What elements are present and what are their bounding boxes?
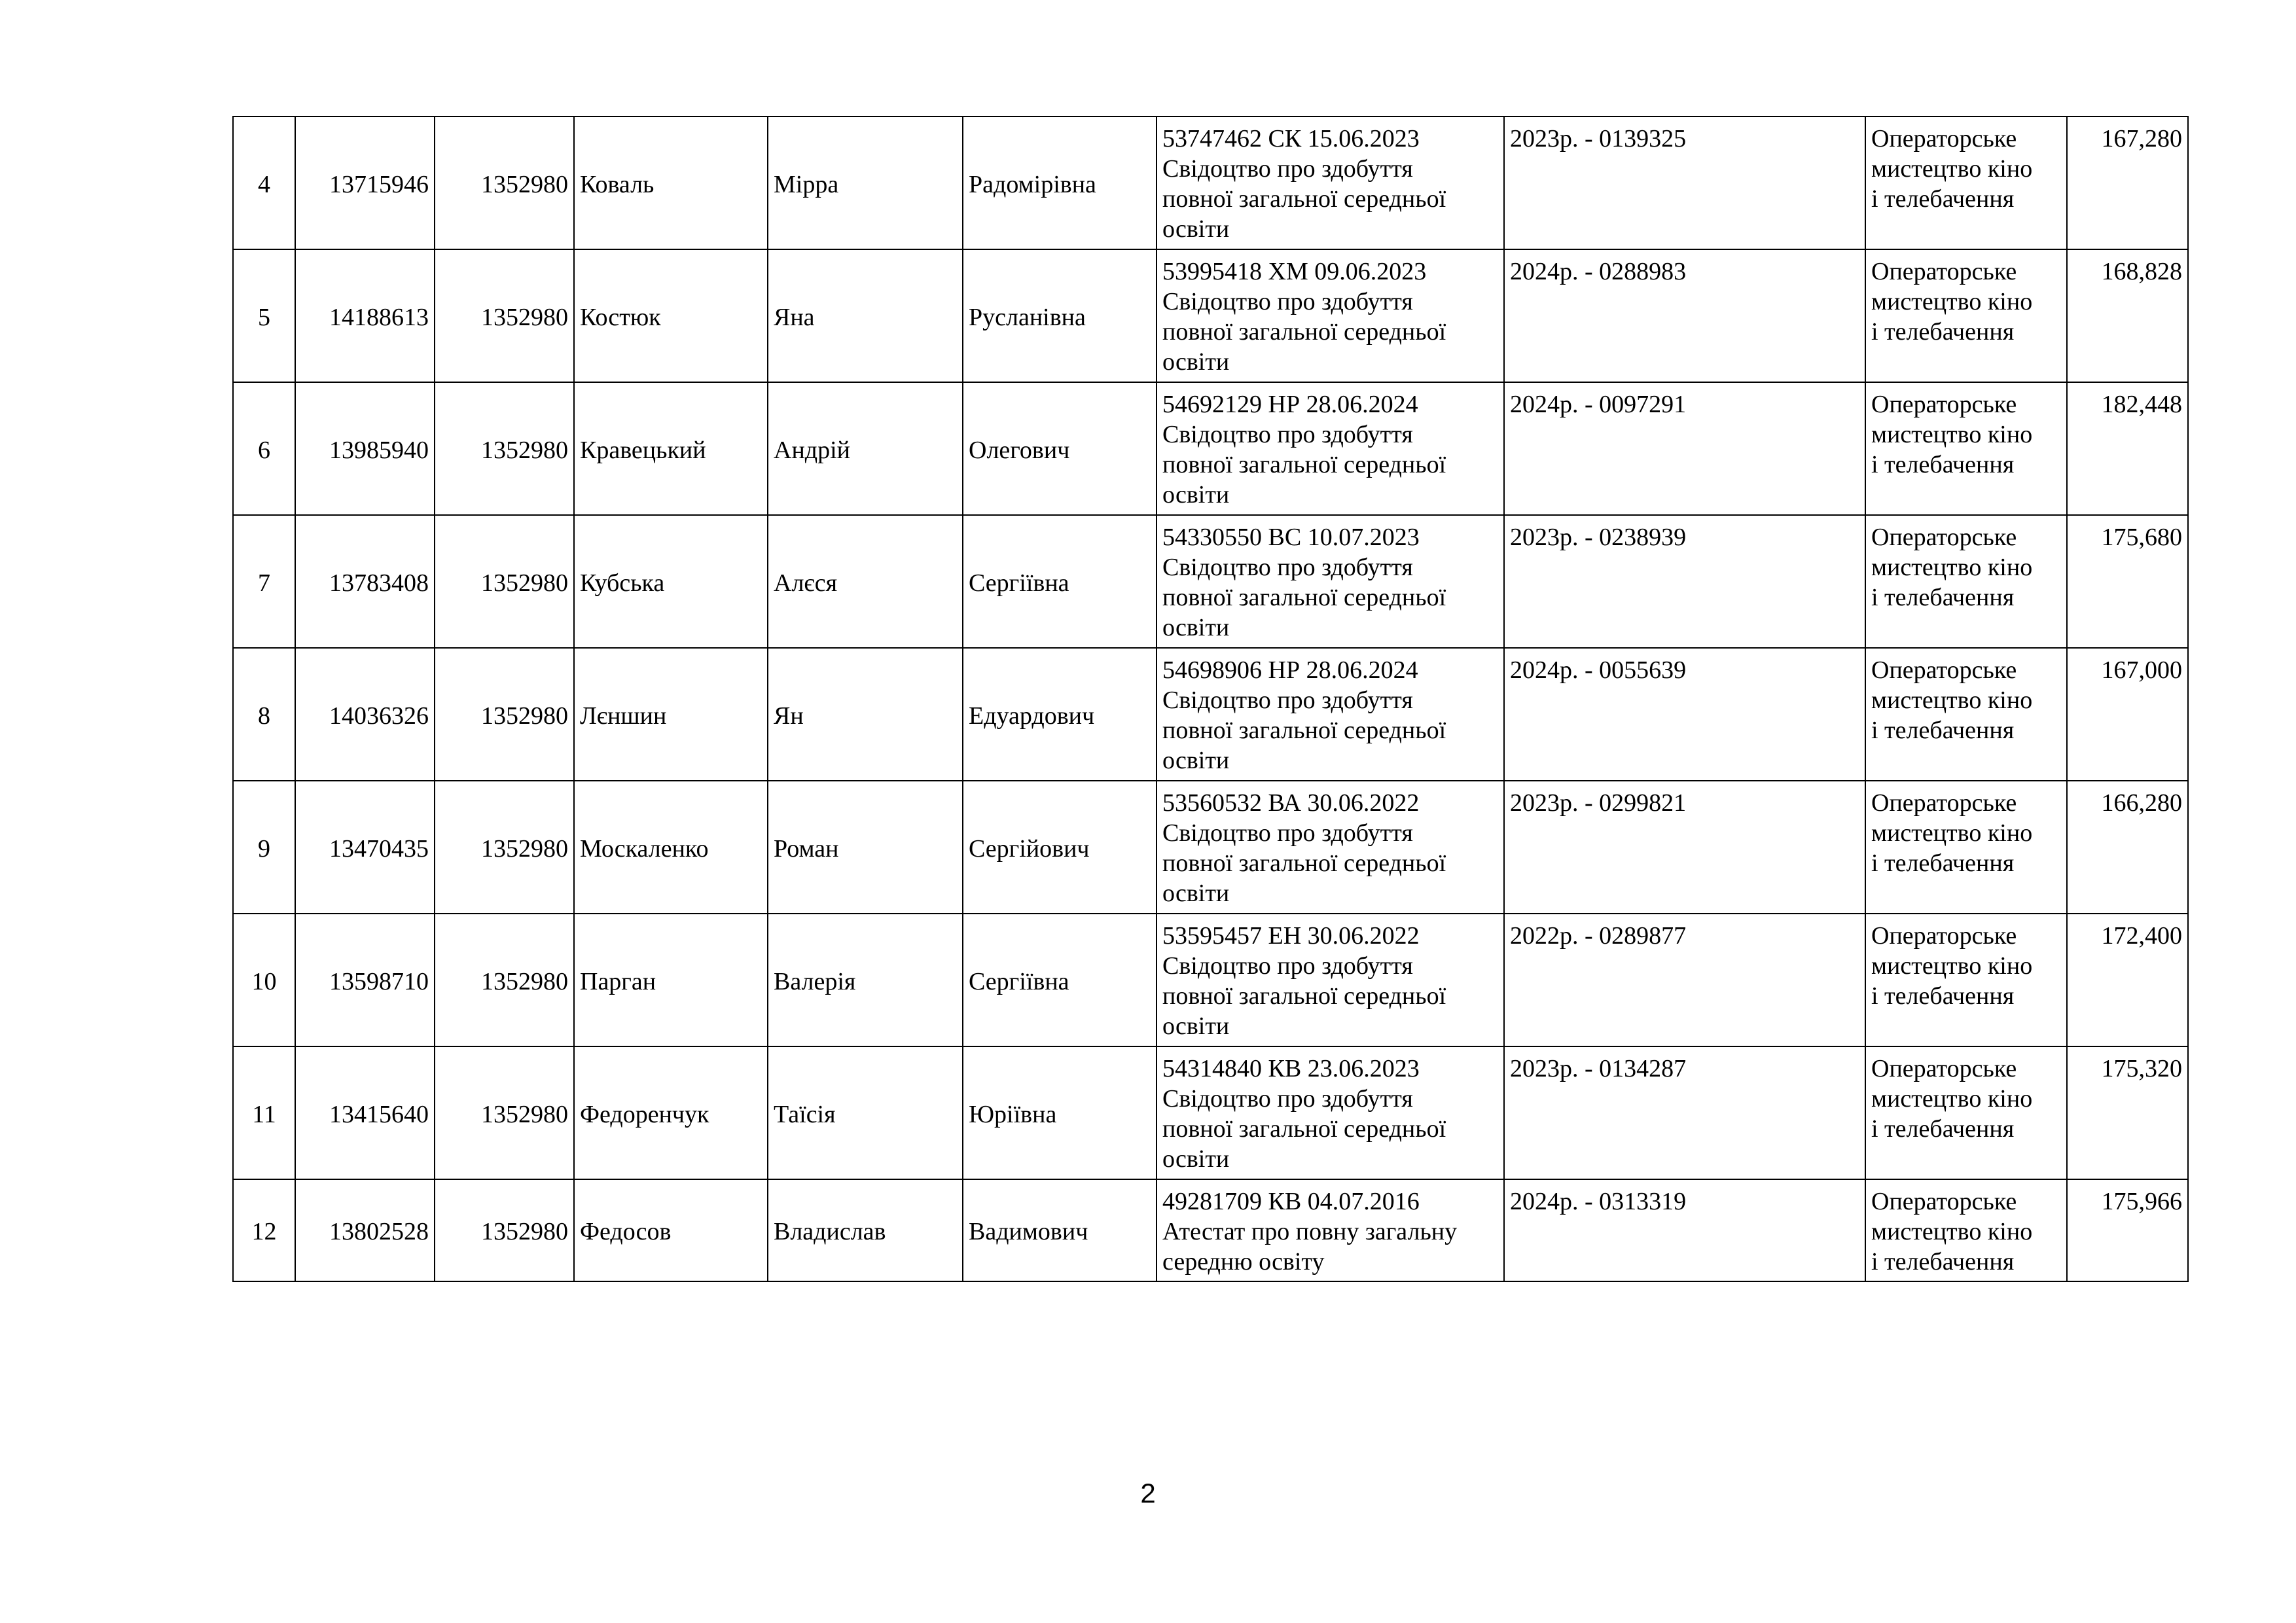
specialty-cell [1865,249,2067,382]
education-document-line: 49281709 КВ 04.07.2016 [1162,1188,1420,1215]
specialty-cell [1865,116,2067,249]
specialty-cell [1865,515,2067,648]
exam-certificate-cell: 2023р. - 0238939 [1504,515,1865,648]
education-document-line: Свідоцтво про здобуття [1162,687,1413,714]
patronymic-cell: Вадимович [963,1179,1157,1281]
patronymic-cell: Едуардович [963,648,1157,781]
specialty-cell [1865,781,2067,914]
specialty-line: і телебачення [1871,318,2015,346]
row-number-cell: 6 [233,382,295,515]
score-cell: 175,680 [2067,515,2188,648]
score-cell: 175,320 [2067,1046,2188,1179]
program-code-cell: 1352980 [435,914,574,1046]
specialty-line: Операторське [1871,1055,2017,1082]
specialty-line: Операторське [1871,1188,2017,1215]
exam-certificate-cell: 2024р. - 0097291 [1504,382,1865,515]
specialty-line: і телебачення [1871,584,2015,611]
education-document-line: Свідоцтво про здобуття [1162,952,1413,980]
exam-certificate-cell: 2024р. - 0055639 [1504,648,1865,781]
specialty-line: Операторське [1871,125,2017,152]
table-row [233,914,2188,1046]
education-document-line: освіти [1162,880,1230,907]
patronymic-cell: Сергійович [963,781,1157,914]
score-cell: 168,828 [2067,249,2188,382]
program-code-cell: 1352980 [435,1179,574,1281]
specialty-line: і телебачення [1871,451,2015,478]
first-name-cell: Владислав [768,1179,963,1281]
education-document-line: Свідоцтво про здобуття [1162,554,1413,581]
education-document-cell [1157,515,1504,648]
row-number-cell: 5 [233,249,295,382]
education-document-line: повної загальної середньої [1162,451,1446,478]
specialty-line: Операторське [1871,789,2017,817]
education-document-line: Свідоцтво про здобуття [1162,1085,1413,1113]
specialty-line: Операторське [1871,524,2017,551]
first-name-cell: Таїсія [768,1046,963,1179]
education-document-line: 53560532 ВА 30.06.2022 [1162,789,1420,817]
surname-cell: Федосов [574,1179,768,1281]
first-name-cell: Андрій [768,382,963,515]
specialty-line: і телебачення [1871,185,2015,213]
education-document-cell [1157,382,1504,515]
specialty-line: мистецтво кіно [1871,155,2033,183]
table-row [233,781,2188,914]
score-cell: 175,966 [2067,1179,2188,1281]
table-row [233,116,2188,249]
specialty-line: мистецтво кіно [1871,554,2033,581]
applicant-id-cell: 13715946 [295,116,435,249]
score-cell: 167,000 [2067,648,2188,781]
table-row [233,1179,2188,1281]
education-document-line: 54692129 НР 28.06.2024 [1162,391,1418,418]
education-document-line: 54698906 НР 28.06.2024 [1162,656,1418,684]
row-number-cell: 4 [233,116,295,249]
specialty-line: і телебачення [1871,1115,2015,1143]
page-number: 2 [1140,1478,1156,1508]
exam-certificate-cell: 2022р. - 0289877 [1504,914,1865,1046]
program-code-cell: 1352980 [435,648,574,781]
patronymic-cell: Радомірівна [963,116,1157,249]
first-name-cell: Ян [768,648,963,781]
specialty-line: мистецтво кіно [1871,1085,2033,1113]
education-document-line: повної загальної середньої [1162,1115,1446,1143]
surname-cell: Лєншин [574,648,768,781]
specialty-line: Операторське [1871,258,2017,285]
specialty-line: мистецтво кіно [1871,819,2033,847]
applicant-id-cell: 13802528 [295,1179,435,1281]
specialty-line: мистецтво кіно [1871,952,2033,980]
education-document-line: повної загальної середньої [1162,849,1446,877]
education-document-line: 54314840 КВ 23.06.2023 [1162,1055,1420,1082]
education-document-line: Свідоцтво про здобуття [1162,819,1413,847]
specialty-cell [1865,1046,2067,1179]
patronymic-cell: Олегович [963,382,1157,515]
specialty-line: мистецтво кіно [1871,687,2033,714]
education-document-cell [1157,914,1504,1046]
program-code-cell: 1352980 [435,116,574,249]
table-row [233,515,2188,648]
exam-certificate-cell: 2023р. - 0299821 [1504,781,1865,914]
score-cell: 182,448 [2067,382,2188,515]
applicant-id-cell: 13985940 [295,382,435,515]
education-document-line: 53995418 ХМ 09.06.2023 [1162,258,1427,285]
specialty-line: мистецтво кіно [1871,1218,2033,1245]
specialty-line: і телебачення [1871,717,2015,744]
surname-cell: Москаленко [574,781,768,914]
education-document-line: освіти [1162,481,1230,508]
education-document-line: освіти [1162,747,1230,774]
specialty-line: і телебачення [1871,1248,2015,1275]
first-name-cell: Валерія [768,914,963,1046]
education-document-line: освіти [1162,348,1230,376]
education-document-line: повної загальної середньої [1162,717,1446,744]
table-row [233,648,2188,781]
education-document-line: 53747462 СК 15.06.2023 [1162,125,1420,152]
education-document-line: освіти [1162,1145,1230,1173]
row-number-cell: 7 [233,515,295,648]
education-document-cell [1157,1046,1504,1179]
education-document-cell [1157,781,1504,914]
specialty-cell [1865,1179,2067,1281]
specialty-line: Операторське [1871,922,2017,950]
applicant-id-cell: 13415640 [295,1046,435,1179]
education-document-line: Свідоцтво про здобуття [1162,155,1413,183]
specialty-line: мистецтво кіно [1871,421,2033,448]
score-cell: 172,400 [2067,914,2188,1046]
specialty-cell [1865,382,2067,515]
patronymic-cell: Сергіївна [963,515,1157,648]
patronymic-cell: Русланівна [963,249,1157,382]
education-document-line: Атестат про повну загальну [1162,1218,1458,1245]
first-name-cell: Роман [768,781,963,914]
applicant-id-cell: 13470435 [295,781,435,914]
specialty-line: і телебачення [1871,982,2015,1010]
table-row [233,382,2188,515]
education-document-line: повної загальної середньої [1162,982,1446,1010]
education-document-line: повної загальної середньої [1162,318,1446,346]
first-name-cell: Яна [768,249,963,382]
program-code-cell: 1352980 [435,515,574,648]
applicant-id-cell: 13598710 [295,914,435,1046]
surname-cell: Костюк [574,249,768,382]
first-name-cell: Алєся [768,515,963,648]
applicant-id-cell: 14188613 [295,249,435,382]
program-code-cell: 1352980 [435,382,574,515]
patronymic-cell: Юріївна [963,1046,1157,1179]
exam-certificate-cell: 2023р. - 0139325 [1504,116,1865,249]
row-number-cell: 8 [233,648,295,781]
education-document-line: повної загальної середньої [1162,584,1446,611]
specialty-cell [1865,648,2067,781]
score-cell: 167,280 [2067,116,2188,249]
specialty-line: Операторське [1871,656,2017,684]
row-number-cell: 12 [233,1179,295,1281]
education-document-line: освіти [1162,1012,1230,1040]
education-document-cell [1157,116,1504,249]
exam-certificate-cell: 2023р. - 0134287 [1504,1046,1865,1179]
surname-cell: Коваль [574,116,768,249]
program-code-cell: 1352980 [435,1046,574,1179]
table-row [233,1046,2188,1179]
education-document-line: Свідоцтво про здобуття [1162,288,1413,315]
specialty-line: Операторське [1871,391,2017,418]
applicants-table [232,116,2189,1282]
first-name-cell: Мірра [768,116,963,249]
patronymic-cell: Сергіївна [963,914,1157,1046]
education-document-cell [1157,249,1504,382]
surname-cell: Федоренчук [574,1046,768,1179]
education-document-cell [1157,648,1504,781]
education-document-line: середню освіту [1162,1248,1325,1275]
exam-certificate-cell: 2024р. - 0313319 [1504,1179,1865,1281]
education-document-line: 53595457 ЕН 30.06.2022 [1162,922,1420,950]
education-document-cell [1157,1179,1504,1281]
specialty-line: мистецтво кіно [1871,288,2033,315]
table-row [233,249,2188,382]
table-body [233,116,2188,1281]
applicant-id-cell: 14036326 [295,648,435,781]
surname-cell: Парган [574,914,768,1046]
exam-certificate-cell: 2024р. - 0288983 [1504,249,1865,382]
education-document-line: 54330550 ВС 10.07.2023 [1162,524,1420,551]
education-document-line: освіти [1162,614,1230,641]
row-number-cell: 9 [233,781,295,914]
score-cell: 166,280 [2067,781,2188,914]
row-number-cell: 11 [233,1046,295,1179]
education-document-line: повної загальної середньої [1162,185,1446,213]
applicant-id-cell: 13783408 [295,515,435,648]
specialty-line: і телебачення [1871,849,2015,877]
surname-cell: Кравецький [574,382,768,515]
education-document-line: Свідоцтво про здобуття [1162,421,1413,448]
specialty-cell [1865,914,2067,1046]
education-document-line: освіти [1162,215,1230,243]
program-code-cell: 1352980 [435,249,574,382]
row-number-cell: 10 [233,914,295,1046]
surname-cell: Кубська [574,515,768,648]
program-code-cell: 1352980 [435,781,574,914]
